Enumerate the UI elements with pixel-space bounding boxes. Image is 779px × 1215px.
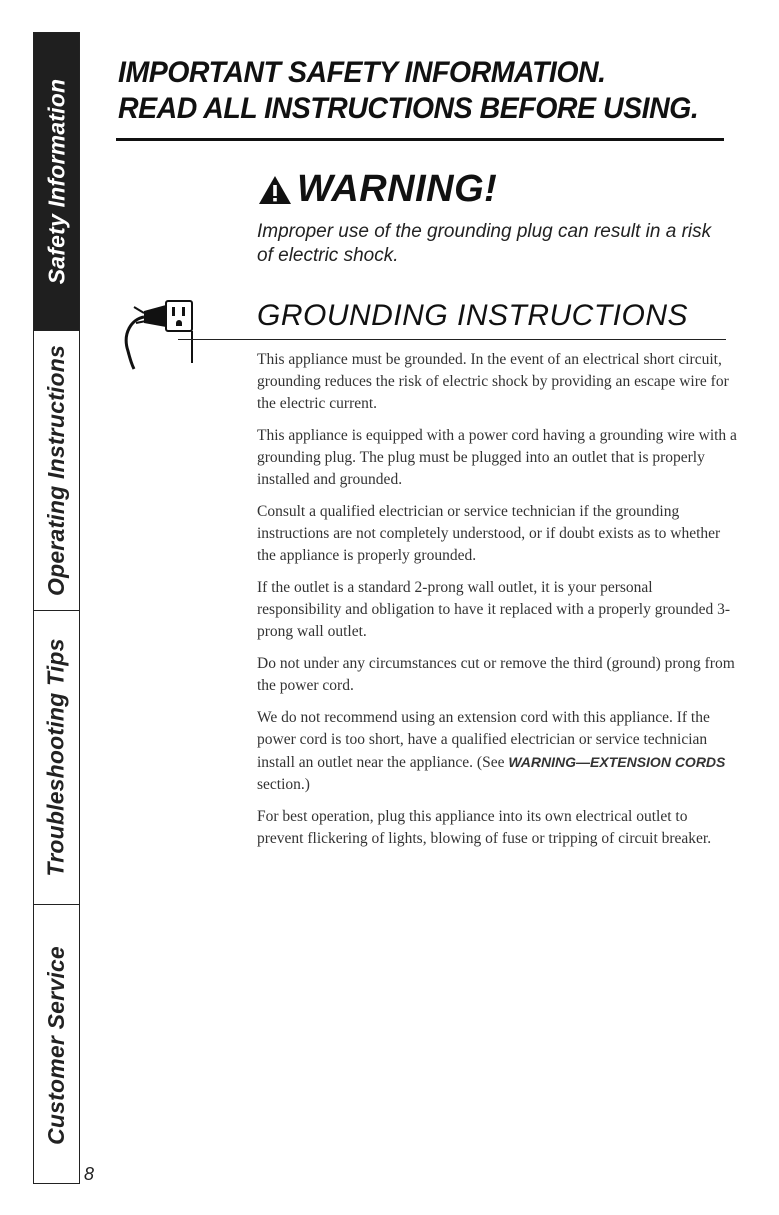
warning-triangle-icon	[257, 174, 293, 206]
header-line-1: IMPORTANT SAFETY INFORMATION.	[118, 56, 606, 89]
tab-safety-information[interactable]	[34, 33, 79, 331]
header-divider	[116, 138, 724, 141]
page-header	[118, 55, 718, 127]
warning-title: WARNING!	[297, 168, 498, 210]
warning-heading	[257, 168, 497, 211]
grounding-body	[257, 349, 737, 860]
tab-troubleshooting-tips[interactable]	[34, 611, 79, 905]
tab-label: Safety Information	[43, 78, 70, 285]
tab-label: Customer Service	[43, 945, 70, 1145]
text-run: We do not recommend using an extension cord with this appliance. If the power cord is too short, have a qualified electrician or service technician install an outlet near the appliance. (See	[257, 709, 710, 771]
grounded-plug-icon	[114, 293, 209, 375]
header-line-2: READ ALL INSTRUCTIONS BEFORE USING.	[118, 92, 699, 125]
grounding-divider	[178, 339, 726, 340]
page-number: 8	[84, 1164, 95, 1184]
paragraph: For best operation, plug this appliance into its own electrical outlet to prevent flickering of lights, blowing of fuse or tripping of circuit breaker.	[257, 808, 712, 847]
paragraph: If the outlet is a standard 2-prong wall outlet, it is your personal responsibility and obligation to have it replaced with a properly grounded 3-prong wall outlet.	[257, 579, 731, 640]
tab-operating-instructions[interactable]	[34, 331, 79, 611]
section-tabs	[33, 32, 80, 1184]
paragraph: Consult a qualified electrician or service technician if the grounding instructions are not completely understood, or if doubt exists as to whether the appliance is properly grounded.	[257, 503, 721, 564]
grounding-title: GROUNDING INSTRUCTIONS	[257, 299, 688, 332]
paragraph: This appliance is equipped with a power cord having a grounding wire with a grounding plug. The plug must be plugged into an outlet that is properly installed and grounded.	[257, 427, 737, 488]
tab-label: Troubleshooting Tips	[43, 638, 70, 877]
emphasis-reference: WARNING—EXTENSION CORDS	[508, 754, 726, 770]
paragraph-extension-cord	[257, 707, 737, 796]
paragraph: Do not under any circumstances cut or remove the third (ground) prong from the power cord.	[257, 655, 735, 694]
paragraph: This appliance must be grounded. In the event of an electrical short circuit, grounding reduces the risk of electric shock by providing an escape wire for the electric current.	[257, 351, 729, 412]
warning-text: Improper use of the grounding plug can result in a risk of electric shock.	[257, 221, 712, 266]
text-run: section.)	[257, 776, 310, 793]
tab-customer-service[interactable]	[34, 905, 79, 1185]
tab-label: Operating Instructions	[43, 344, 70, 597]
